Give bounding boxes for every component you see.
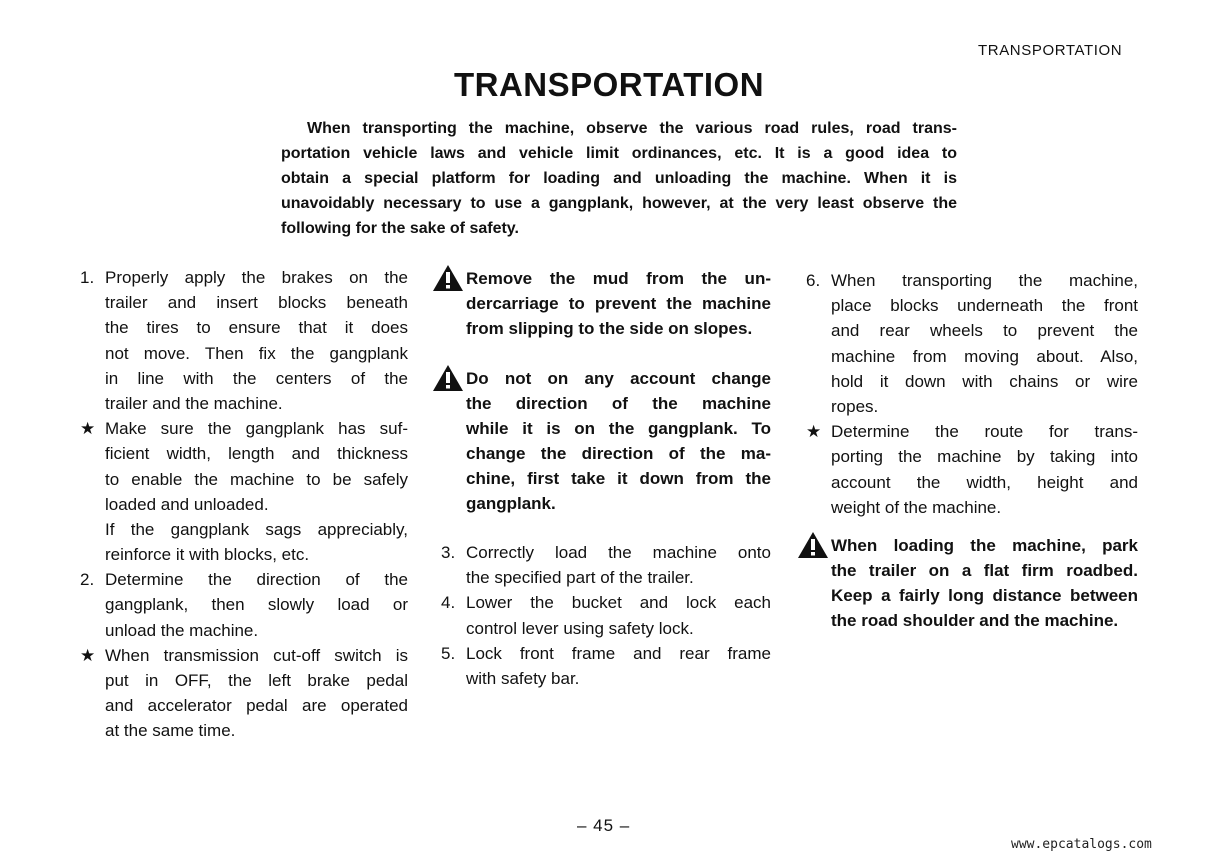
item-line: loaded and unloaded. [105, 494, 269, 514]
item-line: Lock front frame and rear frame [466, 643, 771, 663]
star-note-marker: ★ [80, 419, 96, 439]
item-marker: 6. [806, 271, 821, 290]
item-line: control lever using safety lock. [466, 618, 694, 638]
item-line: When transporting the machine, [831, 271, 1138, 290]
warning-line: When loading the machine, park [831, 535, 1138, 555]
item-line: place blocks underneath the front [831, 296, 1138, 316]
item-line: put in OFF, the left brake pedal [105, 671, 408, 690]
item-line: Lower the bucket and lock each [466, 593, 771, 613]
warning-line: the direction of the machine [466, 394, 771, 413]
item-line: ficient width, length and thickness [105, 444, 408, 464]
item-line: to enable the machine to be safely [105, 469, 408, 489]
item-line: hold it down with chains or wire [831, 371, 1138, 391]
item-line: the specified part of the trailer. [466, 568, 694, 588]
warning-line: from slipping to the side on slopes. [466, 319, 753, 338]
intro-line: portation vehicle laws and vehicle limit ordinances, etc. It is a good idea to [281, 145, 957, 162]
list-item [806, 419, 1138, 520]
item-line: gangplank, then slowly load or [105, 595, 408, 615]
warning-triangle-icon [432, 364, 464, 392]
warning-line: chine, first take it down from the [466, 469, 771, 488]
warning-line: gangplank. [466, 494, 556, 513]
item-line: porting the machine by taking into [831, 447, 1138, 467]
right-column [806, 268, 1138, 633]
left-column [80, 265, 408, 744]
intro-line: following for the sake of safety. [281, 220, 519, 237]
list-item [80, 265, 408, 416]
warning-line: while it is on the gangplank. To [466, 419, 771, 438]
item-line: reinforce it with blocks, etc. [105, 545, 310, 565]
star-note-marker: ★ [80, 645, 96, 665]
item-line: Correctly load the machine onto [466, 543, 771, 562]
page-title: TRANSPORTATION [453, 66, 765, 103]
warning-line: change the direction of the ma- [466, 444, 771, 463]
warning-note [441, 266, 771, 341]
list-item [441, 641, 771, 691]
item-marker: 4. [441, 593, 456, 613]
item-marker: 3. [441, 543, 456, 562]
item-line: Determine the direction of the [105, 570, 408, 590]
item-line: trailer and the machine. [105, 393, 283, 413]
watermark: www.epcatalogs.com [1011, 837, 1152, 852]
item-line: Make sure the gangplank has suf- [105, 419, 408, 439]
item-marker: 2. [80, 570, 95, 590]
warning-line: Remove the mud from the un- [466, 269, 771, 288]
item-line: trailer and insert blocks beneath [105, 293, 408, 313]
warning-note [806, 533, 1138, 633]
list-item [806, 268, 1138, 419]
item-line: not move. Then fix the gangplank [105, 343, 408, 363]
warning-line: Do not on any account change [466, 369, 771, 388]
item-line: ropes. [831, 396, 879, 416]
item-line: account the width, height and [831, 472, 1138, 492]
list-item [80, 643, 408, 744]
warning-line: Keep a fairly long distance between [831, 585, 1138, 605]
list-item [441, 540, 771, 590]
warning-line: the road shoulder and the machine. [831, 610, 1119, 630]
running-head: TRANSPORTATION [978, 42, 1123, 59]
item-line: in line with the centers of the [105, 368, 408, 388]
intro-paragraph [281, 116, 957, 241]
item-line: the tires to ensure that it does [105, 318, 408, 338]
middle-column [441, 266, 771, 691]
item-line: with safety bar. [466, 668, 580, 688]
intro-line: When transporting the machine, observe the various road rules, road trans- [307, 120, 957, 137]
intro-line: obtain a special platform for loading and unloading the machine. When it is [281, 170, 957, 187]
intro-line: unavoidably necessary to use a gangplank, however, at the very least observe the [281, 195, 957, 212]
item-line: machine from moving about. Also, [831, 346, 1138, 366]
warning-triangle-icon [797, 531, 829, 559]
item-marker: 1. [80, 268, 95, 287]
warning-triangle-icon [432, 264, 464, 292]
item-line: Properly apply the brakes on the [105, 268, 408, 287]
star-note-marker: ★ [806, 422, 822, 442]
list-item [80, 567, 408, 643]
warning-line: the trailer on a flat firm roadbed. [831, 560, 1138, 580]
item-line: When transmission cut-off switch is [105, 645, 408, 665]
item-line: at the same time. [105, 721, 236, 741]
item-line: and accelerator pedal are operated [105, 696, 408, 716]
item-line: Determine the route for trans- [831, 422, 1138, 442]
item-line: and rear wheels to prevent the [831, 321, 1138, 341]
warning-line: dercarriage to prevent the machine [466, 294, 771, 313]
list-item [80, 416, 408, 567]
page-number: – 45 – [577, 816, 631, 835]
warning-note [441, 366, 771, 516]
item-marker: 5. [441, 643, 456, 663]
item-line: unload the machine. [105, 620, 259, 640]
item-line: weight of the machine. [831, 497, 1002, 517]
list-item [441, 590, 771, 640]
item-line: If the gangplank sags appreciably, [105, 519, 408, 539]
